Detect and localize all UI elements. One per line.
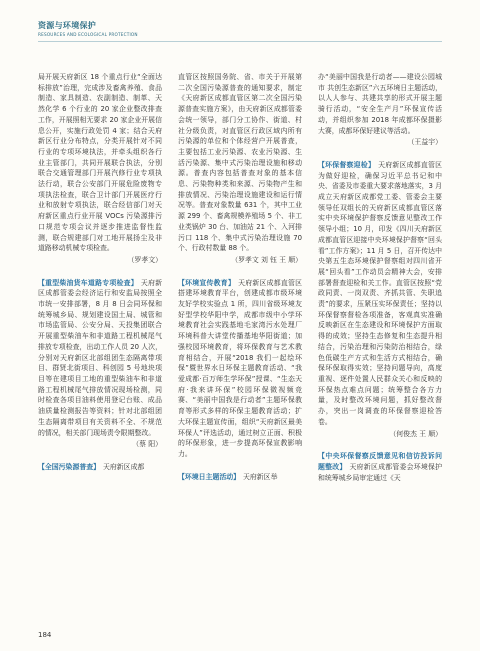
paragraph: 【 环保督察迎检 】 天府新区成都直管区为做好迎检，确保习近平总书记和中央、省委及市委重大要求落地落实，3 月成立天府新区成都党工委、管委会主要领导任双组长的天府新区成都直管区落实中央环境保护督察反馈意见整改工作领导小组；10 月，印发《四川天府新区成都直管区迎接中央环境保护督察“回头看”工作方案》；11 月 5 日，召开传达中央第五生态环境保护督察组对四川省开展“回头看”工作动员会精神大会，安排部署督查迎检和关工作。直管区按照“党政同责、一岗双责、齐抓共管、失职追责”的要求，压紧压实环保责任；坚持以环保督察督检各项准备，客观真实准确反映新区在生态建设和环境保护方面取得的成效；坚持生态修复和生态提升相结合，污染治理和污染防治相结合，绿色低碳生产方式和生活方式相结合，确保环保取得实效；坚持问题导向，高度重视、逐件处置人民群众关心和反映的环保热点难点问题；统筹整合各方力量，及时整改环境问题，抓好整改督办，突出一岗调查的环保督察迎检答卷。	[318, 160, 442, 428]
section-tag: 【 中央环保督察反馈意见和信访投诉问题整改 】	[318, 452, 442, 471]
text-column-3	[318, 72, 442, 640]
section-tag: 【 环保督察迎检 】	[318, 161, 375, 169]
section-title-english: RESOURCES AND ECOLOGICAL PROTECTION	[38, 32, 138, 37]
paragraph: 【 环境宣传教育 】 天府新区成都直管区搭建环境教育平台，创建成都市级环境友好学校实验点 1 所，四川省级环境友好型学校华阳中学，成都市级中小学环境教育社会实践基地毛家湾污水处理厂环境科普大讲堂传播基地华阳街道；加强校园环境教育，将环保教育与艺术教育相结合，开展“2018 我们一起绘环保”暨世界水日环保主题教育活动、“我爱成都·百万师生学环保”授课、“生态天府·我来讲环保”校园环保微视频竞赛、“美丽中国我是行动者”主题环保教育等形式多样的环保主题教育活动；扩大环保主题宣传面，组织“天府新区最美环保人”评选活动，通过树立正面、积极的环保形象，进一步提高环保宣教影响力。	[178, 278, 302, 460]
paragraph: 【 重型柴油货车道路专项检查 】 天府新区成都管委会经济运行和安监局按照全市统一安排部署，8 月 8 日会同环保和统筹城乡局、规划建设国土局、城管和市场监管局、公安分局、天投集团联合开展重型柴油车和非道路工程机械尾气排放专项检查，出动工作人员 20 人次，分别对天府新区北部组团生态隔离带项目、群贤北街项目、科创园 5 号地块项目等在建项目工地的重型柴油车和非道路工程机械尾气排放情况现场检测，同时检查各项目油料使用登记台账、成品油质量检测报告等资料；针对北部组团生态隔离带项目有关资料不全、不规范的情况，相关部门现场责令限期整改。	[38, 278, 162, 439]
author-signature: （罗孝文 刘 钰 王 顺）	[231, 255, 302, 264]
section-tag: 【 环境宣传教育 】	[178, 279, 235, 287]
paragraph: 局开展天府新区 18 个重点行业“全面达标排放”治理，完成涉及畜禽养殖、食品制造、家具制造、农副制造、制革、天然化学 6 个行业的 20 家企业整改排查工作，开展照相无要求 20 家企业开展信息公开，实施行政处罚 4 家；结合天府新区行业分布特点，分类开展针对不同行业的专项环境执法，并牵头组织各行业主管部门，共同开展联合执法，分别联合交通管理部门开展汽修行业专项执法行动，联合公安部门开展危险废物专项执法检查，联合卫计部门开展医疗行业和放射专项执法，联合经信部门对天府新区重点行业开展 VOCs 污染源排污口规范专项会议并逐步推进监督性监测，联合规建部门对工地开展扬尘及非道路移动机械专项检查。	[38, 73, 162, 253]
author-signature: （何俊杰 王 顺）	[389, 429, 442, 438]
paragraph: 【 中央环保督察反馈意见和信访投诉问题整改 】 天府新区成都管委会环境保护和统筹城乡局审定通过《天	[318, 451, 442, 483]
text-column-2	[178, 72, 302, 640]
text-column-1	[38, 72, 162, 640]
author-signature: （蔡 阳）	[132, 440, 162, 449]
header-divider	[38, 41, 442, 42]
author-signature: （王益宇）	[407, 138, 442, 147]
section-title: 资源与环境保护	[38, 21, 97, 30]
section-tag: 【 环境日主题活动 】	[178, 473, 240, 481]
section-tag: 【 全国污染源普查 】	[38, 463, 100, 471]
page-number: 184	[38, 631, 52, 639]
author-signature: （罗孝文）	[127, 255, 162, 264]
paragraph: 办“美丽中国我是行动者——建设公园城市 共创生态新区”六五环境日主题活动，以人人参与、共建共享的形式开展主题骑行活动，“安全生产月”环保宣传活动，并组织参加 2018 年成都环保摄影大赛，成都环保好建议等活动。	[318, 73, 442, 135]
paragraph: 【 环境日主题活动 】 天府新区举	[178, 472, 302, 483]
running-header	[38, 20, 138, 37]
paragraph: 直管区按照国务院、省、市关于开展第二次全国污染源普查的通知要求，制定《天府新区成都直管区第二次全国污染源普查实施方案》，由天府新区成都管委会统一领导，部门分工协作、街道、村社分级负责，对直管区行政区域内所有污染源的单位和个体经营户开展普查，主要包括工业污染源、农业污染源、生活污染源、集中式污染治理设施和移动源。普查内容包括普查对象的基本信息、污染物种类和来源、污染物产生和排放情况、污染治理设施建设和运行情况等。普查对象数量 631 个，其中工业源 299 个、畜禽规模养殖场 5 个、非工业类锅炉 30 台、加油站 21 个、入河排污口 118 个、集中式污染治理设施 70 个、行政村数量 88 个。	[178, 73, 302, 253]
section-tag: 【 重型柴油货车道路专项检查 】	[38, 279, 138, 287]
paragraph: 【 全国污染源普查 】 天府新区成都	[38, 462, 162, 473]
